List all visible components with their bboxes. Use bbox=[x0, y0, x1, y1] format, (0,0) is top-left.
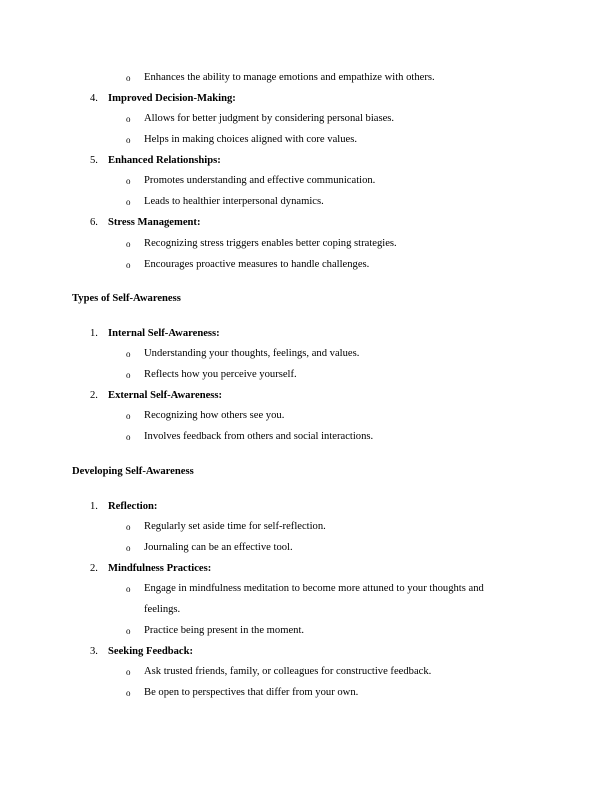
list-item-text: Helps in making choices aligned with core values. bbox=[144, 134, 357, 145]
section-heading-developing: Developing Self-Awareness bbox=[72, 466, 194, 477]
list-item-title: Internal Self-Awareness: bbox=[108, 328, 220, 339]
list-item-text: Involves feedback from others and social interactions. bbox=[144, 431, 374, 442]
list-number: 3. bbox=[90, 646, 98, 657]
bullet-marker: o bbox=[126, 688, 131, 698]
list-number: 1. bbox=[90, 328, 98, 339]
list-item-text: Promotes understanding and effective communication. bbox=[144, 175, 376, 186]
list-number: 2. bbox=[90, 390, 98, 401]
bullet-marker: o bbox=[126, 239, 131, 249]
list-item-title: Enhanced Relationships: bbox=[108, 155, 221, 166]
bullet-marker: o bbox=[126, 411, 131, 421]
bullet-marker: o bbox=[126, 584, 131, 594]
bullet-marker: o bbox=[126, 114, 131, 124]
bullet-marker: o bbox=[126, 522, 131, 532]
list-item-text: Practice being present in the moment. bbox=[144, 625, 305, 636]
list-item-title: Seeking Feedback: bbox=[108, 646, 194, 657]
list-item-title: Reflection: bbox=[108, 501, 158, 512]
list-item-title: Stress Management: bbox=[108, 217, 201, 228]
list-item-title: External Self-Awareness: bbox=[108, 390, 223, 401]
list-item-text: Be open to perspectives that differ from your own. bbox=[144, 687, 359, 698]
bullet-marker: o bbox=[126, 135, 131, 145]
list-item-text: Ask trusted friends, family, or colleagues for constructive feedback. bbox=[144, 666, 432, 677]
list-item-text: Understanding your thoughts, feelings, and values. bbox=[144, 348, 360, 359]
list-item-text: Enhances the ability to manage emotions and empathize with others. bbox=[144, 72, 435, 83]
list-item-text: Leads to healthier interpersonal dynamics. bbox=[144, 196, 324, 207]
bullet-marker: o bbox=[126, 176, 131, 186]
list-item-text: Encourages proactive measures to handle challenges. bbox=[144, 259, 370, 270]
bullet-marker: o bbox=[126, 543, 131, 553]
list-item-text: Recognizing stress triggers enables better coping strategies. bbox=[144, 238, 397, 249]
list-item-title: Mindfulness Practices: bbox=[108, 563, 212, 574]
list-item-text-continued: feelings. bbox=[144, 604, 181, 615]
bullet-marker: o bbox=[126, 73, 131, 83]
bullet-marker: o bbox=[126, 432, 131, 442]
list-item-text: Regularly set aside time for self-reflection. bbox=[144, 521, 326, 532]
bullet-marker: o bbox=[126, 197, 131, 207]
bullet-marker: o bbox=[126, 370, 131, 380]
bullet-marker: o bbox=[126, 667, 131, 677]
list-item-text: Journaling can be an effective tool. bbox=[144, 542, 293, 553]
list-item-text: Engage in mindfulness meditation to become more attuned to your thoughts and bbox=[144, 583, 484, 594]
list-number: 6. bbox=[90, 217, 98, 228]
bullet-marker: o bbox=[126, 260, 131, 270]
list-number: 2. bbox=[90, 563, 98, 574]
section-heading-types: Types of Self-Awareness bbox=[72, 293, 181, 304]
list-item-title: Improved Decision-Making: bbox=[108, 93, 236, 104]
bullet-marker: o bbox=[126, 349, 131, 359]
list-item-text: Allows for better judgment by considering personal biases. bbox=[144, 113, 395, 124]
bullet-marker: o bbox=[126, 626, 131, 636]
list-number: 5. bbox=[90, 155, 98, 166]
list-item-text: Reflects how you perceive yourself. bbox=[144, 369, 297, 380]
list-number: 4. bbox=[90, 93, 98, 104]
list-number: 1. bbox=[90, 501, 98, 512]
list-item-text: Recognizing how others see you. bbox=[144, 410, 285, 421]
